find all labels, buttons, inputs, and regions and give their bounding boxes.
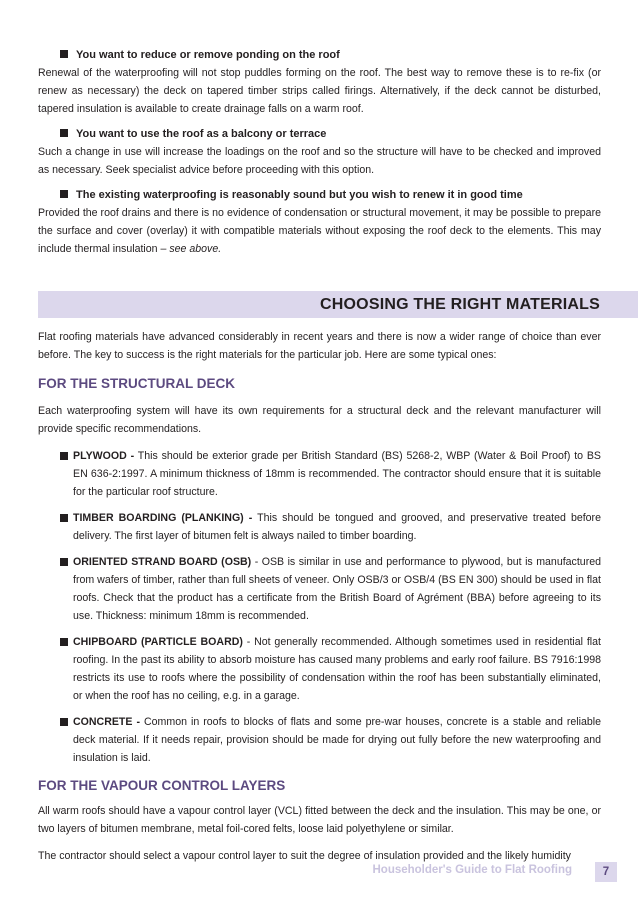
item-name: CONCRETE - [73,716,140,728]
page-content [38,46,601,865]
section-intro: Flat roofing materials have advanced considerably in recent years and there is now a wider range of choice than ever before. The key to success is the right materials for the particular job. Here are some typical ones: [38,331,601,361]
deck-intro: Each waterproofing system will have its own requirements for a structural deck and the relevant manufacturer will provide specific recommendations. [38,405,601,435]
list-item [38,447,601,501]
page-footer [0,862,638,884]
bullet-square-icon [60,514,68,522]
list-item [38,633,601,705]
bullet-square-icon [60,718,68,726]
item-text: This should be exterior grade per British Standard (BS) 5268-2, WBP (Water & Boil Proof) to BS EN 636-2:1997. A minimum thickness of 18mm is recommended. The contractor should ensure that it is suitable for the particular roof structure. [73,450,601,498]
item-text: - OSB is similar in use and performance to plywood, but is manufactured from wafers of timber, rather than full sheets of veneer. Only OSB/3 or OSB/4 (BS EN 300) should be used in flat roofs. Check that the product has a certificate from the British Board of Agrément (BBA) before agreeing to its use. Thickness: minimum 18mm is recommended. [73,556,601,622]
renew-heading: The existing waterproofing is reasonably sound but you wish to renew it in good time [38,186,601,204]
see-above-note: see above. [169,243,222,255]
renew-paragraph: Provided the roof drains and there is no evidence of condensation or structural movement, it may be possible to prepare the surface and cover (overlay) it with compatible materials without exposing the roof deck to the elements. This may include thermal insulation – see above. [38,207,601,255]
vcl-paragraph-2: The contractor should select a vapour control layer to suit the degree of insulation provided and the likely humidity [38,850,571,862]
list-item [38,553,601,625]
item-name: PLYWOOD - [73,450,135,462]
vcl-paragraph-1: All warm roofs should have a vapour control layer (VCL) fitted between the deck and the insulation. This may be one, or two layers of bitumen membrane, metal foil-cored felts, loose laid polyethylene or similar. [38,805,601,835]
page-number: 7 [595,862,617,882]
list-item [38,713,601,767]
bullet-square-icon [60,190,68,198]
bullet-square-icon [60,50,68,58]
bullet-square-icon [60,638,68,646]
item-text: Common in roofs to blocks of flats and some pre-war houses, concrete is a stable and reliable deck material. If it needs repair, provision should be made for drying out fully before the new waterproofing and insulation is laid. [73,716,601,764]
item-text: This should be tongued and grooved, and preservative treated before delivery. The first layer of bitumen felt is always nailed to timber boarding. [73,512,601,542]
balcony-paragraph: Such a change in use will increase the loadings on the roof and so the structure will have to be checked and improved as necessary. Seek specialist advice before proceeding with this option. [38,146,601,176]
list-item [38,509,601,545]
vcl-heading: FOR THE VAPOUR CONTROL LAYERS [38,778,286,793]
section-title: CHOOSING THE RIGHT MATERIALS [320,296,600,313]
section-banner [38,291,638,318]
ponding-heading: You want to reduce or remove ponding on the roof [38,46,601,64]
item-name: TIMBER BOARDING (PLANKING) - [73,512,253,524]
bullet-square-icon [60,452,68,460]
item-text: - Not generally recommended. Although sometimes used in residential flat roofing. In the past its ability to absorb moisture has caused many problems and early roof failure. BS 7916:1998 restricts its use to roofs where the possibility of condensation within the roof has been substantially eliminated, or when the roof has no ceiling, e.g. in a garage. [73,636,601,702]
deck-heading: FOR THE STRUCTURAL DECK [38,376,235,391]
bullet-square-icon [60,558,68,566]
ponding-paragraph: Renewal of the waterproofing will not stop puddles forming on the roof. The best way to remove these is to re-fix (or renew as necessary) the deck on tapered timber strips called firings. Alternatively, if the deck cannot be disturbed, tapered insulation is available to create drainage falls on a warm roof. [38,67,601,115]
item-name: ORIENTED STRAND BOARD (OSB) [73,556,252,568]
item-name: CHIPBOARD (PARTICLE BOARD) [73,636,243,648]
bullet-square-icon [60,129,68,137]
balcony-heading: You want to use the roof as a balcony or terrace [38,125,601,143]
footer-title: Householder's Guide to Flat Roofing [372,864,572,876]
